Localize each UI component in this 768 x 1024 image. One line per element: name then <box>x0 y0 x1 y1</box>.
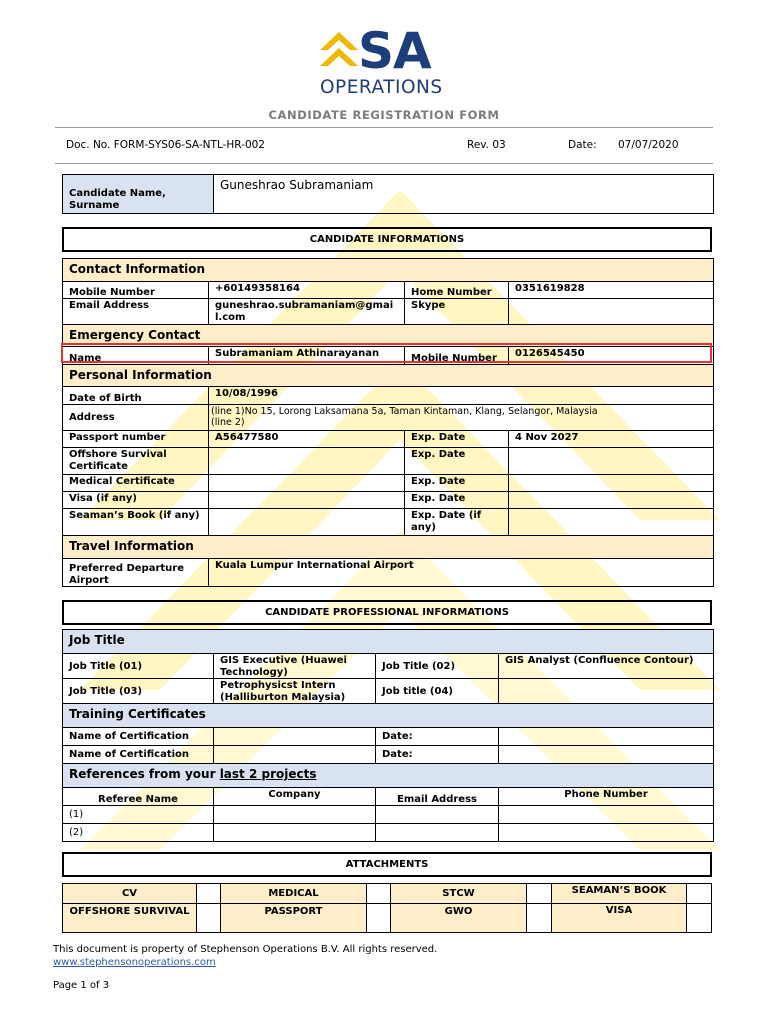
passport-label: Passport number <box>63 431 209 448</box>
candidate-info-banner: CANDIDATE INFORMATIONS <box>62 227 712 252</box>
medical-exp-field[interactable] <box>509 475 714 492</box>
attachment-cv-label: CV <box>63 884 197 904</box>
job3-field[interactable]: Petrophysicst Intern (Halliburton Malaysia) <box>214 679 376 704</box>
reference-row-2-label: (2) <box>63 824 214 842</box>
skype-field[interactable] <box>509 299 714 325</box>
attachment-medical-label: MEDICAL <box>221 884 367 904</box>
divider <box>55 163 713 164</box>
email-field[interactable]: guneshrao.subramaniam@gmai l.com <box>209 299 405 325</box>
home-number-label: Home Number <box>405 282 509 299</box>
footer-website-link[interactable]: www.stephensonoperations.com <box>53 957 216 968</box>
attachment-gwo-checkbox[interactable] <box>527 904 552 933</box>
cert2-date-field[interactable] <box>499 746 714 764</box>
medical-field[interactable] <box>209 475 405 492</box>
emergency-section-title: Emergency Contact <box>63 325 714 347</box>
candidate-name-field[interactable]: Guneshrao Subramaniam <box>214 175 714 214</box>
cert1-date-field[interactable] <box>499 728 714 746</box>
emergency-name-field[interactable]: Subramaniam Athinarayanan <box>209 347 405 365</box>
job4-label: Job title (04) <box>376 679 499 704</box>
logo-chevron-icon <box>318 30 360 74</box>
references-title-prefix: References from your <box>69 767 220 781</box>
attachment-seaman-label: SEAMAN’S BOOK <box>552 884 687 904</box>
form-title: CANDIDATE REGISTRATION FORM <box>268 108 500 122</box>
job3-label: Job Title (03) <box>63 679 214 704</box>
job1-field[interactable]: GIS Executive (Huawei Technology) <box>214 654 376 679</box>
reference-2-company[interactable] <box>214 824 376 842</box>
attachment-visa-label: VISA <box>552 904 687 933</box>
attachment-offshore-label: OFFSHORE SURVIVAL <box>63 904 197 933</box>
passport-exp-label: Exp. Date <box>405 431 509 448</box>
seaman-label: Seaman’s Book (if any) <box>63 509 209 536</box>
reference-1-company[interactable] <box>214 806 376 824</box>
professional-info-banner: CANDIDATE PROFESSIONAL INFORMATIONS <box>62 600 712 625</box>
candidate-name-label: Candidate Name, Surname <box>63 175 214 214</box>
col-phone-number: Phone Number <box>499 788 714 806</box>
attachment-stcw-label: STCW <box>391 884 527 904</box>
offshore-exp-label: Exp. Date <box>405 448 509 475</box>
dob-field[interactable]: 10/08/1996 <box>209 387 714 405</box>
cert2-label: Name of Certification <box>63 746 214 764</box>
professional-info-table <box>62 629 714 842</box>
visa-exp-field[interactable] <box>509 492 714 509</box>
email-label: Email Address <box>63 299 209 325</box>
attachment-stcw-checkbox[interactable] <box>527 884 552 904</box>
attachment-passport-checkbox[interactable] <box>367 904 391 933</box>
col-referee-name: Referee Name <box>63 788 214 806</box>
attachments-banner: ATTACHMENTS <box>62 852 712 877</box>
revision: Rev. 03 <box>467 139 506 151</box>
airport-field[interactable]: Kuala Lumpur International Airport <box>209 559 714 587</box>
address-line-2: (line 2) <box>211 417 245 428</box>
attachment-visa-checkbox[interactable] <box>687 904 712 933</box>
job2-field[interactable]: GIS Analyst (Confluence Contour) <box>499 654 714 679</box>
cert1-date-label: Date: <box>376 728 499 746</box>
cert1-field[interactable] <box>214 728 376 746</box>
visa-exp-label: Exp. Date <box>405 492 509 509</box>
reference-2-email[interactable] <box>376 824 499 842</box>
reference-1-phone[interactable] <box>499 806 714 824</box>
emergency-highlight-box <box>61 343 712 363</box>
candidate-name-table <box>62 174 714 214</box>
date-label: Date: <box>568 139 597 151</box>
mobile-label: Mobile Number <box>63 282 209 299</box>
address-label: Address <box>63 405 209 431</box>
airport-label: Preferred Departure Airport <box>63 559 209 587</box>
logo-text: SA <box>358 22 431 80</box>
medical-label: Medical Certificate <box>63 475 209 492</box>
emergency-name-label: Name <box>63 347 209 365</box>
job1-label: Job Title (01) <box>63 654 214 679</box>
col-company: Company <box>214 788 376 806</box>
cert2-field[interactable] <box>214 746 376 764</box>
contact-section-title: Contact Information <box>63 259 714 282</box>
references-title-underlined: last 2 projects <box>219 767 317 781</box>
seaman-exp-field[interactable] <box>509 509 714 536</box>
seaman-exp-label: Exp. Date (if any) <box>405 509 509 536</box>
offshore-field[interactable] <box>209 448 405 475</box>
reference-row-1-label: (1) <box>63 806 214 824</box>
cert1-label: Name of Certification <box>63 728 214 746</box>
attachment-passport-label: PASSPORT <box>221 904 367 933</box>
attachment-offshore-checkbox[interactable] <box>197 904 221 933</box>
dob-label: Date of Birth <box>63 387 209 405</box>
address-line-1: (line 1)No 15, Lorong Laksamana 5a, Taman Kintaman, Klang, Selangor, Malaysia <box>211 406 598 417</box>
reference-1-email[interactable] <box>376 806 499 824</box>
training-section-title: Training Certificates <box>63 704 714 728</box>
visa-field[interactable] <box>209 492 405 509</box>
travel-section-title: Travel Information <box>63 536 714 559</box>
home-number-field[interactable]: 0351619828 <box>509 282 714 299</box>
emergency-mobile-field[interactable]: 0126545450 <box>509 347 714 365</box>
address-field[interactable] <box>209 405 714 431</box>
job2-label: Job Title (02) <box>376 654 499 679</box>
company-logo <box>318 22 448 100</box>
logo-subtext: OPERATIONS <box>320 77 443 98</box>
attachment-medical-checkbox[interactable] <box>367 884 391 904</box>
attachments-table <box>62 883 712 933</box>
page-number: Page 1 of 3 <box>53 980 110 991</box>
cert2-date-label: Date: <box>376 746 499 764</box>
visa-label: Visa (if any) <box>63 492 209 509</box>
mobile-field[interactable]: +60149358164 <box>209 282 405 299</box>
col-email-address: Email Address <box>376 788 499 806</box>
references-section-title <box>63 764 714 788</box>
attachment-gwo-label: GWO <box>391 904 527 933</box>
job-section-title: Job Title <box>63 630 714 654</box>
divider <box>55 127 713 128</box>
passport-field[interactable]: A56477580 <box>209 431 405 448</box>
emergency-mobile-label: Mobile Number <box>405 347 509 365</box>
medical-exp-label: Exp. Date <box>405 475 509 492</box>
attachment-cv-checkbox[interactable] <box>197 884 221 904</box>
reference-2-phone[interactable] <box>499 824 714 842</box>
attachment-seaman-checkbox[interactable] <box>687 884 712 904</box>
footer-rights: This document is property of Stephenson Operations B.V. All rights reserved. <box>53 944 438 955</box>
document-number: Doc. No. FORM-SYS06-SA-NTL-HR-002 <box>66 139 265 151</box>
seaman-field[interactable] <box>209 509 405 536</box>
skype-label: Skype <box>405 299 509 325</box>
candidate-info-table <box>62 258 714 587</box>
offshore-label: Offshore Survival Certificate <box>63 448 209 475</box>
personal-section-title: Personal Information <box>63 365 714 387</box>
passport-exp-field[interactable]: 4 Nov 2027 <box>509 431 714 448</box>
offshore-exp-field[interactable] <box>509 448 714 475</box>
date-value: 07/07/2020 <box>618 139 679 151</box>
job4-field[interactable] <box>499 679 714 704</box>
